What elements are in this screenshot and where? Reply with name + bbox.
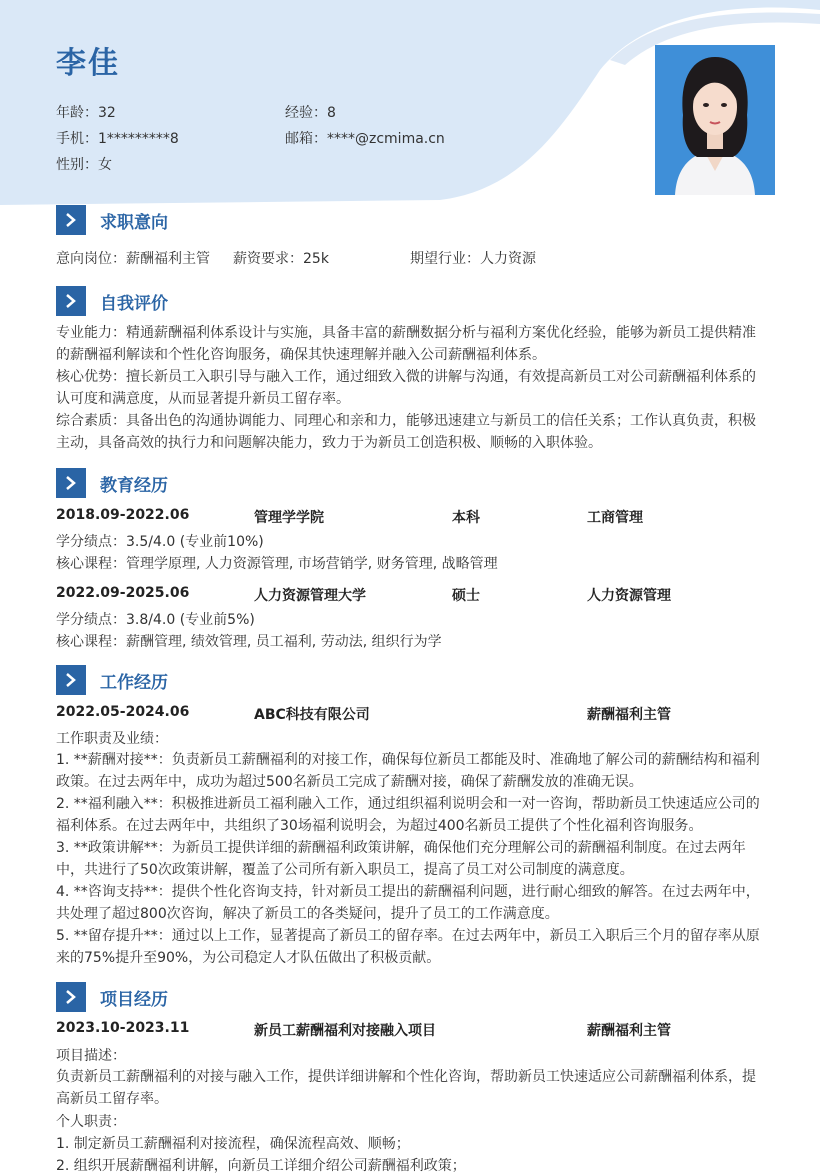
work-item: 3. **政策讲解**：为新员工提供详细的薪酬福利政策讲解，确保他们充分理解公司的薪酬福利制度。在过去两年中，共进行了50次政策讲解，覆盖了公司所有新入职员工，提高了员工对公司制度的满意度。 <box>56 840 746 878</box>
work-period: 2022.05-2024.06 <box>56 704 190 720</box>
education-gpa: 学分绩点：3.5/4.0 (专业前10%) <box>56 534 264 550</box>
project-period: 2023.10-2023.11 <box>56 1020 190 1036</box>
chevron-right-icon <box>56 982 86 1012</box>
section-title: 项目经历 <box>100 989 168 1010</box>
work-row <box>56 704 766 726</box>
education-degree: 本科 <box>452 510 480 526</box>
project-desc-label: 项目描述： <box>56 1048 126 1064</box>
chevron-right-icon <box>56 665 86 695</box>
work-item: 1. **薪酬对接**：负责新员工薪酬福利的对接工作，确保每位新员工都能及时、准确地了解公司的薪酬结构和福利政策。在过去两年中，成功为超过500名新员工完成了薪酬对接，确保了薪酬发放的准确无误。 <box>56 752 760 790</box>
intent-position: 意向岗位：薪酬福利主管 <box>56 251 210 267</box>
project-description: 负责新员工薪酬福利的对接与融入工作，提供详细讲解和个性化咨询，帮助新员工快速适应公司薪酬福利体系，提高新员工留存率。 <box>56 1069 756 1107</box>
section-intent-header <box>56 205 168 235</box>
section-title: 求职意向 <box>100 212 168 233</box>
age-field: 年龄：32 <box>56 105 116 121</box>
project-row <box>56 1020 766 1042</box>
education-school: 管理学学院 <box>254 510 324 526</box>
project-duty-label: 个人职责： <box>56 1114 126 1130</box>
education-courses: 核心课程：管理学原理, 人力资源管理, 市场营销学, 财务管理, 战略管理 <box>56 556 498 572</box>
candidate-name: 李佳 <box>56 46 120 81</box>
work-role: 薪酬福利主管 <box>587 707 671 723</box>
section-title: 教育经历 <box>100 475 168 496</box>
education-period: 2022.09-2025.06 <box>56 585 190 601</box>
email-field: 邮箱：****@zcmima.cn <box>285 131 445 147</box>
education-degree: 硕士 <box>452 588 480 604</box>
work-company: ABC科技有限公司 <box>254 707 370 723</box>
education-gpa: 学分绩点：3.8/4.0 (专业前5%) <box>56 612 255 628</box>
chevron-right-icon <box>56 205 86 235</box>
education-major: 工商管理 <box>587 510 643 526</box>
self-eval-paragraph: 综合素质：具备出色的沟通协调能力、同理心和亲和力，能够迅速建立与新员工的信任关系；工作认真负责，积极主动，具备高效的执行力和问题解决能力，致力于为新员工创造积极、顺畅的入职体验。 <box>56 413 756 451</box>
section-project-header <box>56 982 168 1012</box>
project-duty: 1. 制定新员工薪酬福利对接流程，确保流程高效、顺畅； <box>56 1136 410 1152</box>
section-education-header <box>56 468 168 498</box>
phone-field: 手机：1*********8 <box>56 131 179 147</box>
profile-photo <box>655 45 775 195</box>
work-item: 2. **福利融入**：积极推进新员工福利融入工作，通过组织福利说明会和一对一咨询，帮助新员工快速适应公司的福利体系。在过去两年中，共组织了30场福利说明会，为超过400名新员工提供了个性化福利咨询服务。 <box>56 796 760 834</box>
education-row <box>56 585 766 607</box>
project-duty: 2. 组织开展薪酬福利讲解，向新员工详细介绍公司薪酬福利政策； <box>56 1158 466 1174</box>
project-name: 新员工薪酬福利对接融入项目 <box>254 1023 436 1039</box>
work-label: 工作职责及业绩： <box>56 731 168 747</box>
chevron-right-icon <box>56 468 86 498</box>
work-item: 5. **留存提升**：通过以上工作，显著提高了新员工的留存率。在过去两年中，新员工入职后三个月的留存率从原来的75%提升至90%，为公司稳定人才队伍做出了积极贡献。 <box>56 928 760 966</box>
self-eval-paragraph: 专业能力：精通薪酬福利体系设计与实施，具备丰富的薪酬数据分析与福利方案优化经验，能够为新员工提供精准的薪酬福利解读和个性化咨询服务，确保其快速理解并融入公司薪酬福利体系。 <box>56 325 756 363</box>
education-period: 2018.09-2022.06 <box>56 507 190 523</box>
work-item: 4. **咨询支持**：提供个性化咨询支持，针对新员工提出的薪酬福利问题，进行耐心细致的解答。在过去两年中，共处理了超过800次咨询，解决了新员工的各类疑问，提升了员工的工作满意度。 <box>56 884 760 922</box>
section-title: 自我评价 <box>100 293 168 314</box>
chevron-right-icon <box>56 286 86 316</box>
education-courses: 核心课程：薪酬管理, 绩效管理, 员工福利, 劳动法, 组织行为学 <box>56 634 442 650</box>
education-row <box>56 507 766 529</box>
intent-salary: 薪资要求：25k <box>233 251 329 267</box>
section-self-eval-header <box>56 286 168 316</box>
intent-industry: 期望行业：人力资源 <box>410 251 536 267</box>
section-work-header <box>56 665 168 695</box>
section-title: 工作经历 <box>100 672 168 693</box>
self-eval-paragraph: 核心优势：擅长新员工入职引导与融入工作，通过细致入微的讲解与沟通，有效提高新员工对公司薪酬福利体系的认可度和满意度，从而显著提升新员工留存率。 <box>56 369 756 407</box>
education-major: 人力资源管理 <box>587 588 671 604</box>
experience-field: 经验：8 <box>285 105 336 121</box>
project-role: 薪酬福利主管 <box>587 1023 671 1039</box>
education-school: 人力资源管理大学 <box>254 588 366 604</box>
gender-field: 性别：女 <box>56 157 112 173</box>
